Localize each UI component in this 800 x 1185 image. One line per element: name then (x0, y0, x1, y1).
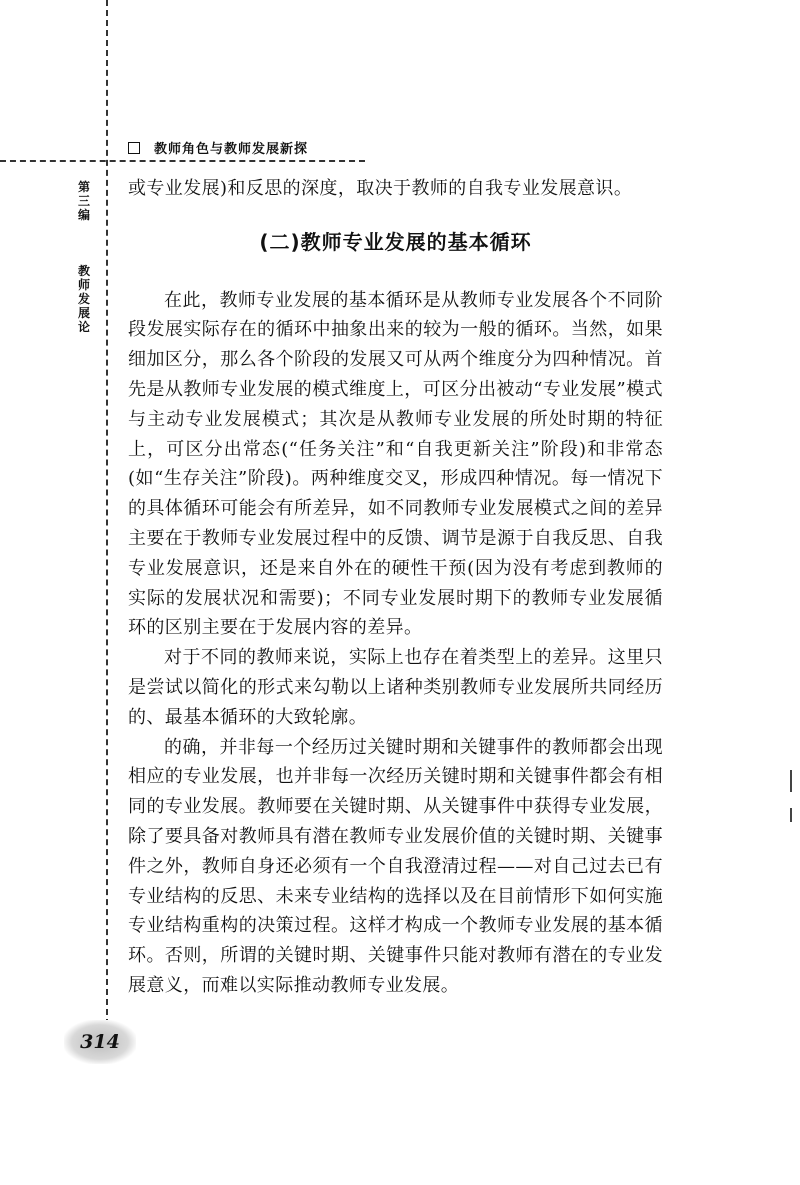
side-name-char: 论 (78, 320, 91, 334)
side-part-char: 编 (78, 208, 91, 222)
page-number: 314 (64, 1020, 136, 1064)
header-square-icon (128, 142, 140, 154)
side-name-char: 师 (78, 278, 91, 292)
side-part-char: 三 (78, 194, 91, 208)
section-title: (二)教师专业发展的基本循环 (259, 229, 532, 254)
side-chapter-label (78, 180, 102, 334)
continuation-text: 或专业发展)和反思的深度，取决于教师的自我专业发展意识。 (128, 178, 633, 199)
header-title: 教师角色与教师发展新探 (154, 142, 309, 157)
scan-mark (790, 808, 792, 822)
side-name-char: 发 (78, 292, 91, 306)
side-name-char: 教 (78, 264, 91, 278)
side-part-char: 第 (78, 180, 91, 194)
running-header (128, 138, 308, 157)
margin-dashed-line (106, 0, 108, 1045)
side-part-label (78, 180, 90, 222)
scan-mark (790, 770, 792, 792)
paragraph: 在此，教师专业发展的基本循环是从教师专业发展各个不同阶段发展实际存在的循环中抽象出来的较为一般的循环。当然，如果细加区分，那么各个阶段的发展又可从两个维度分为四种情况。首先是从教师专业发展的模式维度上，可区分出被动“专业发展”模式与主动专业发展模式；其次是从教师专业发展的所处时期的特征上，可区分出常态(“任务关注”和“自我更新关注”阶段)和非常态(如“生存关注”阶段)。两种维度交叉，形成四种情况。每一情况下的具体循环可能会有所差异，如不同教师专业发展模式之间的差异主要在于教师专业发展过程中的反馈、调节是源于自我反思、自我专业发展意识，还是来自外在的硬性干预(因为没有考虑到教师的实际的发展状况和需要)；不同专业发展时期下的教师专业发展循环的区别主要在于发展内容的差异。 (128, 289, 663, 639)
header-dashed-line (0, 160, 365, 162)
side-part-name (78, 264, 90, 334)
paragraph: 的确，并非每一个经历过关键时期和关键事件的教师都会出现相应的专业发展，也并非每一次经历关键时期和关键事件都会有相同的专业发展。教师要在关键时期、从关键事件中获得专业发展，除了要具备对教师具有潜在教师专业发展价值的关键时期、关键事件之外，教师自身还必须有一个自我澄清过程——对自己过去已有专业结构的反思、未来专业结构的选择以及在目前情形下如何实施专业结构重构的决策过程。这样才构成一个教师专业发展的基本循环。否则，所谓的关键时期、关键事件只能对教师有潜在的专业发展意义，而难以实际推动教师专业发展。 (128, 736, 663, 996)
side-name-char: 展 (78, 306, 91, 320)
main-text (128, 174, 663, 1001)
paragraph: 对于不同的教师来说，实际上也存在着类型上的差异。这里只是尝试以简化的形式来勾勒以上诸种类别教师专业发展所共同经历的、最基本循环的大致轮廓。 (128, 647, 663, 728)
